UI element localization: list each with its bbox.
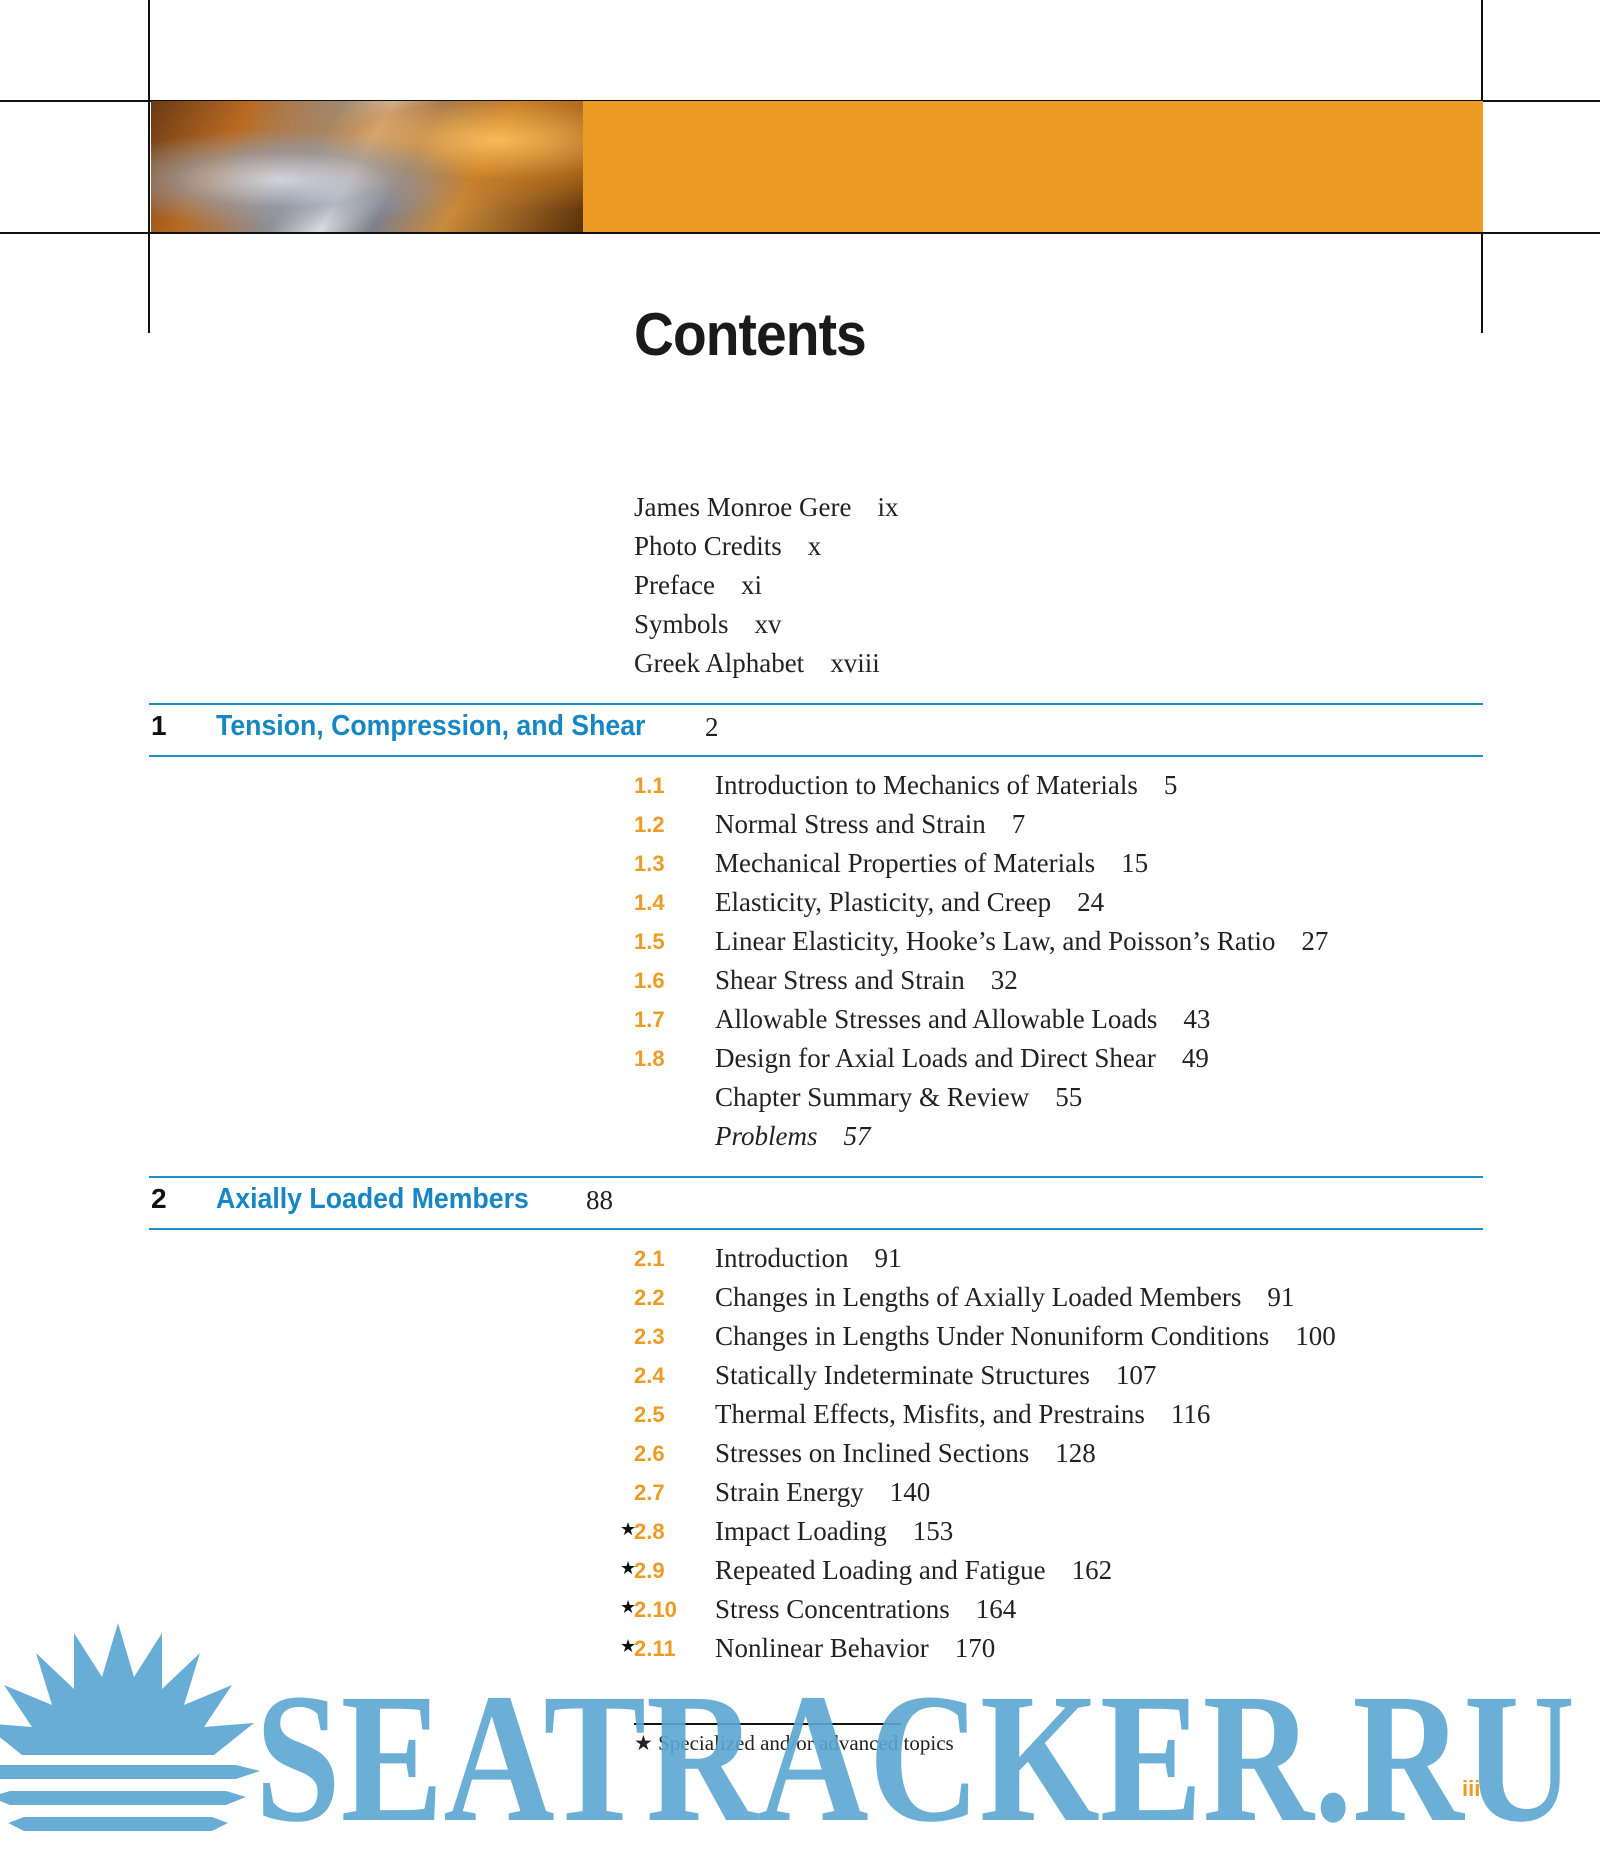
watermark-text: SEATRACKER.RU	[255, 1656, 1575, 1850]
advanced-topic-star-icon: ★	[620, 1636, 637, 1656]
section-page: 153	[912, 1516, 954, 1546]
front-matter-item[interactable]	[634, 605, 898, 644]
section-number: 1.5	[634, 929, 665, 954]
section-number: 1.6	[634, 968, 665, 993]
section-title: Elasticity, Plasticity, and Creep	[715, 887, 1052, 917]
section-number: 2.9	[634, 1558, 665, 1583]
section-title: Introduction	[715, 1243, 849, 1273]
chapter-page: 2	[705, 712, 719, 742]
section-page: 5	[1163, 770, 1178, 800]
section-number: 2.4	[634, 1363, 665, 1388]
section-number: 2.8	[634, 1519, 665, 1544]
section-page: 24	[1077, 887, 1105, 917]
entry-title: James Monroe Gere	[634, 492, 852, 522]
entry-title: Preface	[634, 570, 715, 600]
section-number: 2.10	[634, 1597, 677, 1622]
section-page: 57	[843, 1121, 871, 1151]
advanced-topic-star-icon: ★	[620, 1519, 637, 1539]
chapter-title: Tension, Compression, and Shear	[216, 710, 646, 742]
section-page: 43	[1183, 1004, 1211, 1034]
section-number: 2.5	[634, 1402, 665, 1427]
entry-title: Symbols	[634, 609, 729, 639]
chapter-number: 1	[151, 710, 167, 741]
section-title: Strain Energy	[715, 1477, 864, 1507]
section-title: Chapter Summary & Review	[715, 1082, 1030, 1112]
section-page: 15	[1121, 848, 1149, 878]
chapter-number: 2	[151, 1183, 167, 1214]
section-page: 107	[1115, 1360, 1157, 1390]
section-title: Shear Stress and Strain	[715, 965, 965, 995]
section-title: Linear Elasticity, Hooke’s Law, and Poisson’s Ratio	[715, 926, 1276, 956]
section-title: Nonlinear Behavior	[715, 1633, 929, 1663]
section-title: Normal Stress and Strain	[715, 809, 986, 839]
advanced-topic-star-icon: ★	[620, 1558, 637, 1578]
crop-line-bottom-horizontal	[0, 232, 1600, 234]
chapter-header-2[interactable]	[149, 1176, 1483, 1230]
section-page: 162	[1071, 1555, 1113, 1585]
entry-page: xv	[754, 609, 782, 639]
section-number: 2.2	[634, 1285, 665, 1310]
section-page: 27	[1301, 926, 1329, 956]
section-page: 7	[1011, 809, 1026, 839]
section-title: Repeated Loading and Fatigue	[715, 1555, 1046, 1585]
section-page: 49	[1181, 1043, 1209, 1073]
section-title: Introduction to Mechanics of Materials	[715, 770, 1138, 800]
front-matter-item[interactable]	[634, 488, 898, 527]
section-page: 55	[1055, 1082, 1083, 1112]
page-number: iii	[1462, 1776, 1481, 1801]
section-number: 1.1	[634, 773, 665, 798]
section-title: Stresses on Inclined Sections	[715, 1438, 1030, 1468]
chapter-header-1[interactable]	[149, 703, 1483, 757]
section-number: 2.6	[634, 1441, 665, 1466]
section-number: 2.7	[634, 1480, 665, 1505]
section-number: 1.3	[634, 851, 665, 876]
section-page: 140	[889, 1477, 931, 1507]
section-page: 128	[1055, 1438, 1096, 1468]
banner-orange-band	[583, 101, 1483, 232]
advanced-topic-star-icon: ★	[620, 1597, 637, 1617]
section-title: Mechanical Properties of Materials	[715, 848, 1096, 878]
banner-photo	[151, 101, 583, 232]
section-title: Impact Loading	[715, 1516, 887, 1546]
section-page: 116	[1170, 1399, 1211, 1429]
section-page: 91	[1267, 1282, 1295, 1312]
entry-page: xi	[740, 570, 762, 600]
sun-burst-icon	[0, 1623, 260, 1831]
section-page: 91	[874, 1243, 902, 1273]
entry-title: Greek Alphabet	[634, 648, 805, 678]
entry-title: Photo Credits	[634, 531, 782, 561]
section-page: 170	[954, 1633, 996, 1663]
chapter-page: 88	[586, 1185, 613, 1215]
section-page: 164	[975, 1594, 1017, 1624]
entry-page: xviii	[830, 648, 880, 678]
section-number: 1.8	[634, 1046, 665, 1071]
section-title: Changes in Lengths Under Nonuniform Conditions	[715, 1321, 1270, 1351]
section-title: Thermal Effects, Misfits, and Prestrains	[715, 1399, 1145, 1429]
section-number: 1.2	[634, 812, 665, 837]
section-number: 1.4	[634, 890, 665, 915]
front-matter-item[interactable]	[634, 527, 898, 566]
section-title: Allowable Stresses and Allowable Loads	[715, 1004, 1158, 1034]
chapter-title: Axially Loaded Members	[216, 1183, 529, 1215]
section-title: Design for Axial Loads and Direct Shear	[715, 1043, 1156, 1073]
section-number: 2.11	[634, 1636, 676, 1661]
watermark	[0, 1615, 1600, 1850]
section-number: 2.3	[634, 1324, 665, 1349]
page-title: Contents	[634, 301, 866, 368]
section-number: 1.7	[634, 1007, 665, 1032]
crop-line-left-vertical	[148, 0, 150, 333]
section-page: 100	[1295, 1321, 1336, 1351]
section-title: Changes in Lengths of Axially Loaded Members	[715, 1282, 1242, 1312]
entry-page: ix	[877, 492, 899, 522]
front-matter-list	[634, 488, 898, 683]
section-number: 2.1	[634, 1246, 665, 1271]
section-title: Stress Concentrations	[715, 1594, 950, 1624]
section-page: 32	[990, 965, 1018, 995]
front-matter-item[interactable]	[634, 566, 898, 605]
front-matter-item[interactable]	[634, 644, 898, 683]
entry-page: x	[807, 531, 822, 561]
section-title: Problems	[715, 1121, 818, 1151]
footnote: ★ Specialized and/or advanced topics	[634, 1731, 954, 1755]
section-title: Statically Indeterminate Structures	[715, 1360, 1090, 1390]
